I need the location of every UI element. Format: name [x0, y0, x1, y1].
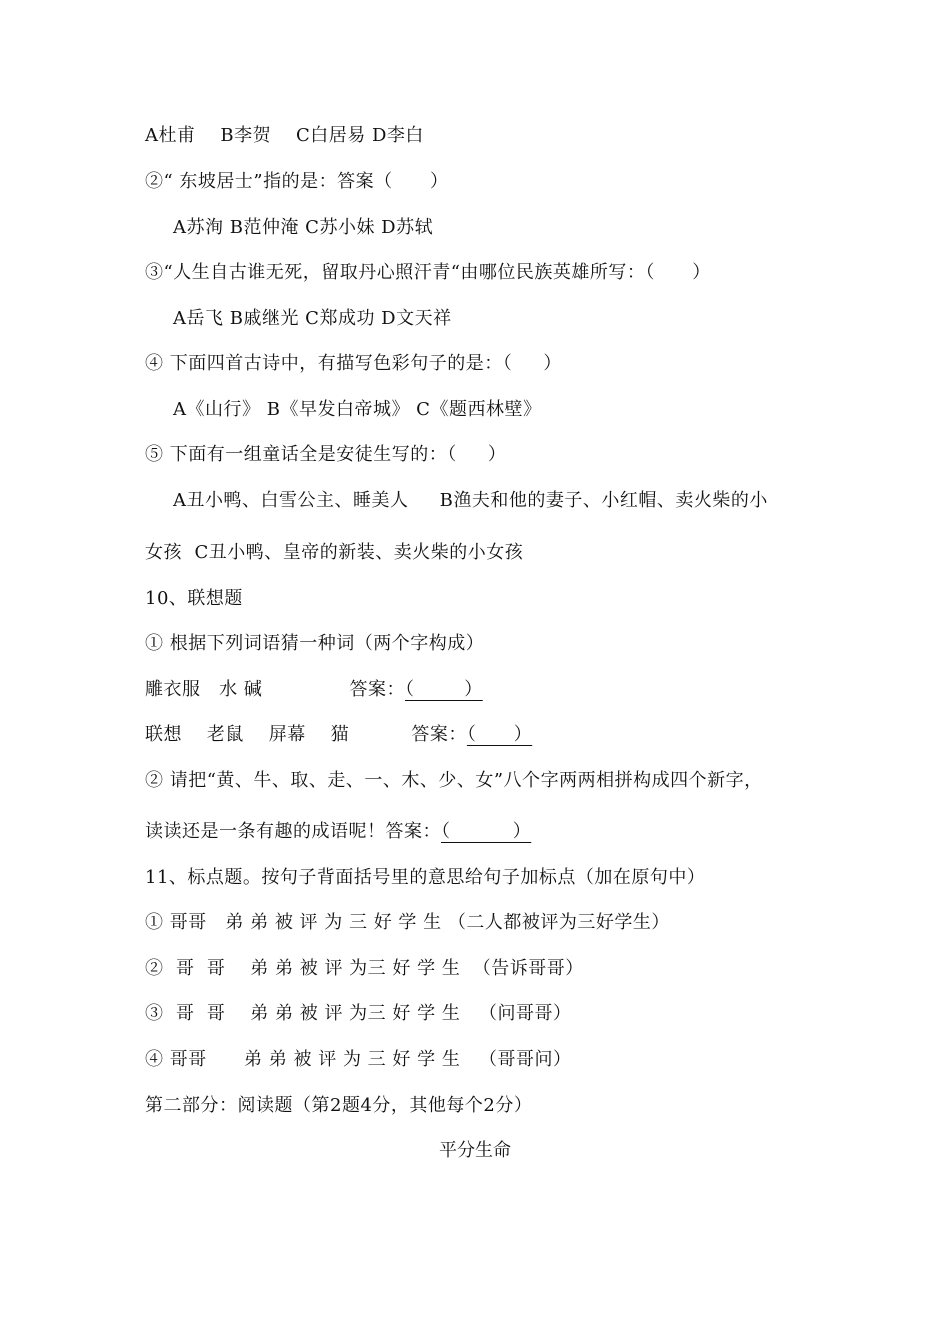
q10-1-item-a — [145, 678, 483, 702]
q10-1-item-a-text: 雕衣服 水 碱 答案： — [145, 679, 405, 700]
q10-1-item-b-text: 联想 老鼠 屏幕 猫 答案： — [145, 724, 467, 745]
q10-1-item-b — [145, 723, 532, 747]
q5-options-line2: 女孩 C丑小鸭、皇帝的新装、卖火柴的小女孩 — [145, 542, 524, 563]
part-2-heading: 第二部分：阅读题（第2题4分，其他每个2分） — [145, 1095, 533, 1116]
section-10-heading: 10、联想题 — [145, 588, 243, 609]
q3-options: A岳飞 B戚继光 C郑成功 D文天祥 — [173, 308, 452, 329]
q2-question: ②“ 东坡居士”指的是：答案（ ） — [145, 171, 449, 192]
q11-2: ② 哥 哥 弟 弟 被 评 为三 好 学 生 （告诉哥哥） — [145, 958, 584, 979]
q2-options: A苏洵 B范仲淹 C苏小妹 D苏轼 — [173, 217, 434, 238]
q10-2-answer-text: 读读还是一条有趣的成语呢！答案： — [145, 821, 441, 842]
q10-2-answer-line — [145, 820, 531, 844]
answer-blank: （ ） — [405, 679, 483, 700]
q5-options-line1: A丑小鸭、白雪公主、睡美人 B渔夫和他的妻子、小红帽、卖火柴的小 — [173, 490, 768, 511]
q3-question: ③“人生自古谁无死，留取丹心照汗青“由哪位民族英雄所写：（ ） — [145, 262, 711, 283]
q10-2-question: ② 请把“黄、牛、取、走、一、木、少、女”八个字两两相拼构成四个新字， — [145, 770, 763, 791]
q10-1-question: ① 根据下列词语猜一种词（两个字构成） — [145, 633, 485, 654]
q4-question: ④ 下面四首古诗中，有描写色彩句子的是：（ ） — [145, 353, 562, 374]
q11-4: ④ 哥哥 弟 弟 被 评 为 三 好 学 生 （哥哥问） — [145, 1049, 572, 1070]
q11-1: ① 哥哥 弟 弟 被 评 为 三 好 学 生 （二人都被评为三好学生） — [145, 912, 670, 933]
q11-3: ③ 哥 哥 弟 弟 被 评 为三 好 学 生 （问哥哥） — [145, 1003, 572, 1024]
answer-blank: （ ） — [441, 821, 532, 842]
q4-options: A《山行》 B《早发白帝城》 C《题西林壁》 — [173, 399, 542, 420]
answer-blank: （ ） — [466, 724, 533, 745]
article-title: 平分生命 — [439, 1140, 511, 1161]
section-11-heading: 11、标点题。按句子背面括号里的意思给句子加标点（加在原句中） — [145, 867, 706, 888]
q1-options: A杜甫 B李贺 C白居易 D李白 — [145, 125, 424, 146]
q5-question: ⑤ 下面有一组童话全是安徒生写的：（ ） — [145, 444, 507, 465]
